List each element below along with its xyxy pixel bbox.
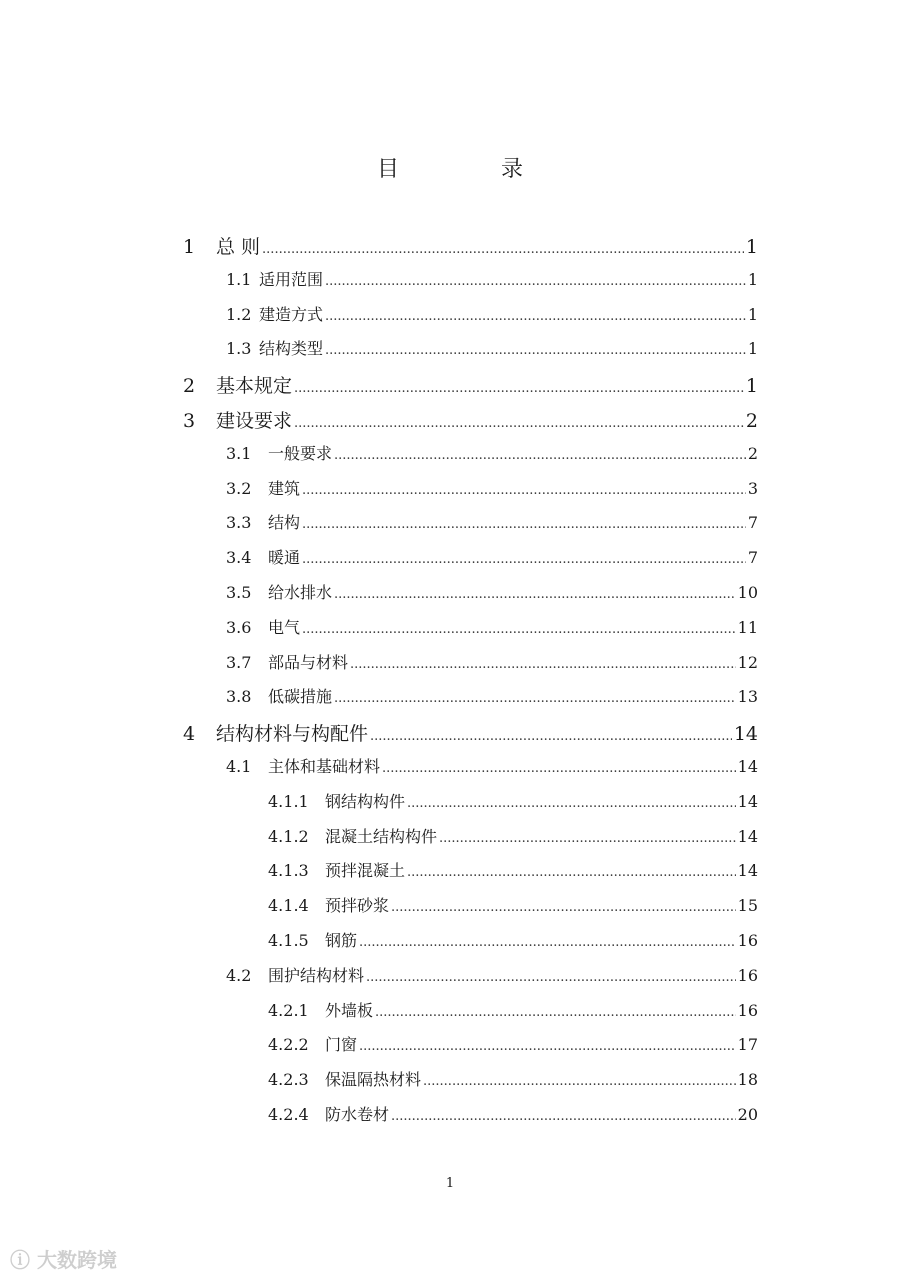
toc-page-number: 10 — [737, 583, 758, 602]
toc-entry[interactable] — [226, 545, 758, 575]
toc-leader-dots — [325, 274, 746, 289]
toc-page-number: 13 — [737, 687, 758, 707]
toc-entry[interactable] — [268, 928, 758, 958]
toc-number: 4.2 — [226, 965, 252, 985]
toc-entry[interactable] — [268, 824, 758, 854]
toc-label: 建造方式 — [259, 304, 324, 324]
toc-page-number: 17 — [737, 1035, 758, 1055]
toc-leader-dots — [334, 587, 736, 602]
page-title: 目 录 — [376, 157, 563, 182]
toc-entry[interactable] — [226, 441, 758, 471]
toc-leader-dots — [294, 416, 744, 431]
toc-label: 预拌混凝土 — [325, 861, 406, 881]
toc-entry[interactable] — [226, 963, 758, 993]
toc-leader-dots — [294, 381, 744, 396]
toc-leader-dots — [366, 970, 736, 985]
toc-entry[interactable] — [226, 267, 758, 297]
toc-label: 保温隔热材料 — [325, 1070, 422, 1090]
toc-label: 防水卷材 — [325, 1105, 390, 1124]
toc-page-number: 2 — [747, 443, 758, 463]
toc-leader-dots — [370, 729, 732, 744]
toc-entry[interactable] — [226, 650, 758, 680]
toc-number: 1.3 — [226, 339, 252, 359]
toc-label: 总 则 — [216, 236, 261, 258]
toc-number: 2 — [183, 375, 196, 398]
toc-leader-dots — [407, 865, 736, 880]
toc-page-number: 20 — [737, 1105, 758, 1124]
toc-number: 4.2.2 — [268, 1035, 309, 1055]
toc-number: 4.1.4 — [268, 896, 309, 916]
toc-page-number: 16 — [737, 1000, 758, 1020]
toc-leader-dots — [359, 935, 736, 950]
toc-leader-dots — [359, 1039, 736, 1054]
toc-leader-dots — [302, 483, 746, 498]
toc-number: 3 — [183, 410, 196, 432]
toc-page-number: 18 — [737, 1070, 758, 1090]
toc-number: 4.1.2 — [268, 826, 309, 846]
toc-label: 暖通 — [268, 548, 301, 568]
toc-leader-dots — [334, 691, 736, 706]
toc-entry[interactable] — [226, 615, 758, 645]
toc-number: 3.7 — [226, 652, 252, 672]
toc-label: 建设要求 — [216, 410, 293, 432]
toc-number: 3.5 — [226, 583, 252, 602]
toc-leader-dots — [391, 900, 736, 915]
toc-number: 4.1.1 — [268, 791, 309, 811]
toc-label: 建筑 — [268, 478, 301, 498]
toc-page-number: 14 — [737, 861, 758, 881]
toc-entry[interactable] — [183, 406, 758, 436]
toc-label: 结构材料与构配件 — [216, 723, 369, 746]
toc-number: 3.8 — [226, 687, 252, 707]
toc-entry[interactable] — [268, 1067, 758, 1097]
toc-leader-dots — [407, 796, 736, 811]
toc-entry[interactable] — [226, 684, 758, 714]
toc-page-number: 16 — [737, 931, 758, 950]
toc-page-number: 14 — [737, 791, 758, 811]
toc-leader-dots — [302, 622, 736, 637]
toc-number: 3.1 — [226, 443, 252, 463]
toc-number: 4.2.4 — [268, 1105, 309, 1124]
toc-label: 基本规定 — [216, 375, 293, 398]
watermark-text: 大数跨境 — [36, 1248, 117, 1272]
toc-entry[interactable] — [183, 371, 758, 401]
toc-number: 4.2.1 — [268, 1000, 309, 1020]
toc-page-number: 7 — [747, 513, 758, 533]
toc-number: 4.1.5 — [268, 931, 309, 950]
toc-entry[interactable] — [268, 998, 758, 1028]
toc-leader-dots — [423, 1074, 736, 1089]
toc-label: 门窗 — [325, 1035, 358, 1055]
toc-label: 主体和基础材料 — [268, 757, 381, 776]
toc-entry[interactable] — [268, 1102, 758, 1132]
toc-label: 适用范围 — [259, 269, 324, 289]
toc-leader-dots — [302, 552, 746, 567]
toc-leader-dots — [375, 1005, 736, 1020]
toc-entry[interactable] — [226, 302, 758, 332]
toc-leader-dots — [262, 242, 744, 257]
toc-page-number: 3 — [747, 478, 758, 498]
toc-entry[interactable] — [268, 1032, 758, 1062]
toc-entry[interactable] — [226, 580, 758, 610]
toc-label: 部品与材料 — [268, 652, 349, 672]
toc-number: 1 — [183, 236, 196, 258]
watermark-logo — [10, 1244, 117, 1273]
toc-page-number: 1 — [747, 304, 758, 324]
toc-label: 钢结构构件 — [325, 791, 406, 811]
toc-leader-dots — [439, 831, 736, 846]
toc-label: 给水排水 — [268, 583, 333, 602]
toc-leader-dots — [325, 309, 746, 324]
toc-entry[interactable] — [183, 719, 758, 749]
toc-page-number: 14 — [733, 723, 758, 746]
toc-number: 3.2 — [226, 478, 252, 498]
toc-page-number: 14 — [737, 826, 758, 846]
toc-page-number: 15 — [737, 896, 758, 916]
toc-entry[interactable] — [226, 510, 758, 540]
toc-page-number: 7 — [747, 548, 758, 568]
toc-entry[interactable] — [268, 789, 758, 819]
toc-page-number: 12 — [737, 652, 758, 672]
toc-leader-dots — [391, 1109, 736, 1124]
toc-number: 1.1 — [226, 269, 252, 289]
toc-page-number: 1 — [745, 236, 758, 258]
toc-number: 4.2.3 — [268, 1070, 309, 1090]
toc-label: 围护结构材料 — [268, 965, 365, 985]
toc-page-number: 16 — [737, 965, 758, 985]
toc-entry[interactable] — [268, 893, 758, 923]
toc-entry[interactable] — [226, 336, 758, 366]
toc-entry[interactable] — [268, 858, 758, 888]
toc-leader-dots — [325, 343, 746, 358]
toc-label: 一般要求 — [268, 443, 333, 463]
toc-number: 1.2 — [226, 304, 252, 324]
toc-page-number: 2 — [745, 410, 758, 432]
watermark-icon: ⓘ — [10, 1248, 30, 1272]
toc-number: 4.1.3 — [268, 861, 309, 881]
toc-label: 低碳措施 — [268, 687, 333, 707]
toc-number: 4.1 — [226, 757, 252, 776]
toc-label: 电气 — [268, 617, 301, 637]
toc-page-number: 1 — [747, 339, 758, 359]
toc-page-number: 11 — [737, 617, 758, 637]
toc-label: 预拌砂浆 — [325, 896, 390, 916]
toc-number: 3.6 — [226, 617, 252, 637]
toc-label: 结构类型 — [259, 339, 324, 359]
toc-leader-dots — [334, 448, 746, 463]
toc-page-number: 1 — [745, 375, 758, 398]
toc-number: 3.4 — [226, 548, 252, 568]
toc-leader-dots — [302, 517, 746, 532]
page-number: 1 — [445, 1176, 455, 1191]
toc-entry[interactable] — [226, 476, 758, 506]
toc-number: 3.3 — [226, 513, 252, 533]
toc-leader-dots — [382, 761, 736, 776]
toc-entry[interactable] — [226, 754, 758, 784]
toc-entry[interactable] — [183, 232, 758, 262]
toc-leader-dots — [350, 657, 736, 672]
toc-page-number: 1 — [747, 269, 758, 289]
toc-label: 钢筋 — [325, 931, 358, 950]
toc-label: 混凝土结构构件 — [325, 826, 438, 846]
toc-label: 结构 — [268, 513, 301, 533]
toc-number: 4 — [183, 723, 196, 746]
toc-page-number: 14 — [737, 757, 758, 776]
toc-label: 外墙板 — [325, 1000, 374, 1020]
